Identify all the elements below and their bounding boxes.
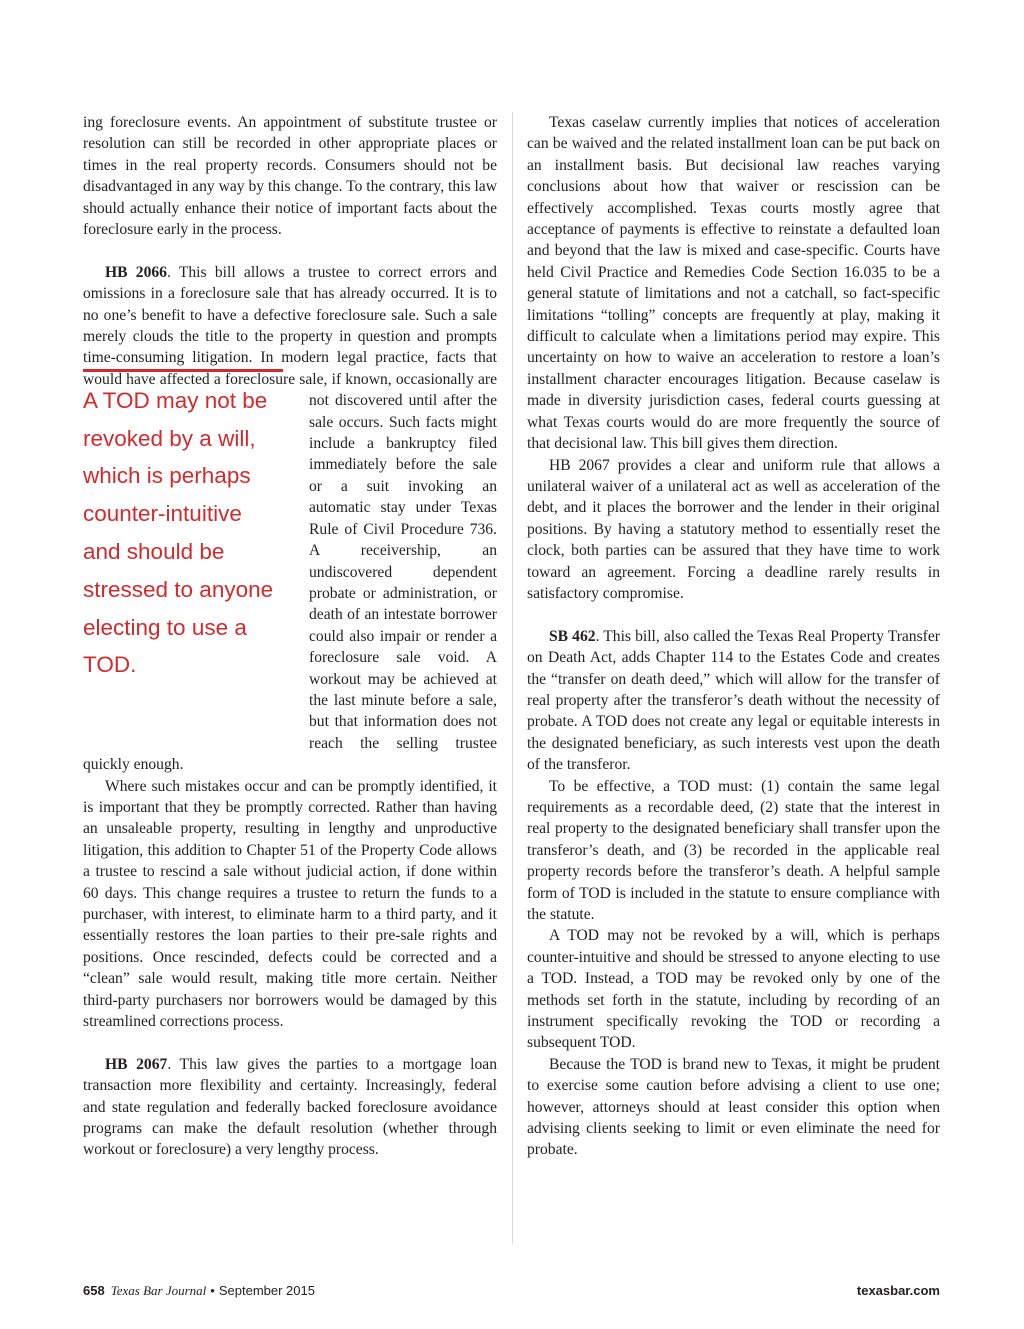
paragraph: To be effective, a TOD must: (1) contain the same legal requirements as a recordable deed, (2) state that the interest in real property to the designated beneficiary shall transfer upon the transferor’s death, and (3) be recorded in the applicable real property records before the transferor’s death. A helpful sample form of TOD is included in the statute to ensure compliance with the statute. [527,777,940,924]
pull-quote-wrap [83,369,309,743]
paragraph: HB 2067 provides a clear and uniform rule that allows a unilateral waiver of a unilateral act as well as acceleration of the debt, and it places the borrower and the lender in their original positions. By having a statutory method to essentially reset the clock, both parties can be assured that they have time to work toward an agreement. Forcing a deadline rarely results in satisfactory compromise. [527,456,940,602]
sb462-paragraph [527,626,940,776]
paragraph: A TOD may not be revoked by a will, which is perhaps counter-intuitive and should be stressed to anyone electing to use a TOD. Instead, a TOD may be revoked only by one of the methods set forth in the statute, including by recording of an instrument specifically revoking the TOD or recording a subsequent TOD. [527,927,940,1052]
paragraph: Because the TOD is brand new to Texas, it might be prudent to exercise some caution before advising a client to use one; however, attorneys should at least consider this option when advising clients seeking to limit or even eliminate the need for probate. [527,1055,940,1159]
hb2067-text: . This law gives the parties to a mortgage loan transaction more flexibility and certainty. Increasingly, federal and state regulation and federally backed foreclosure avoidance programs can make the default resolution (whether through workout or foreclosure) a very lengthy process. [83,1055,497,1159]
footer-bullet: • [210,1283,215,1298]
site-link[interactable]: texasbar.com [856,1283,940,1298]
page-number: 658 [83,1283,105,1298]
paragraph: Texas caselaw currently implies that notices of acceleration can be waived and the related installment loan can be put back on an installment basis. But decisional law reaches varying conclusions about how that waiver or rescission can be effectively accomplished. Texas courts mostly agree that acceptance of payments is effective to reinstate a defaulted loan and beyond that the law is mixed and case-specific. Courts have held Civil Practice and Remedies Code Section 16.035 to be a general statute of limitations and not a catchall, so fact-specific limitations “tolling” concepts are frequently at play, making it difficult to calculate when a limitations period may expire. This uncertainty on how to waive an acceleration to restore a loan’s installment character encourages litigation. Because caselaw is made in diversity jurisdiction cases, federal courts guessing at what Texas courts would do are more frequently the source of that decisional law. This bill gives them direction. [527,114,940,453]
page-footer [83,1283,940,1303]
magazine-title: Texas Bar Journal [110,1283,207,1298]
right-column [527,112,940,1161]
paragraph: ing foreclosure events. An appointment of substitute trustee or resolution can still be recorded in other appropriate places or times in the real property records. Consumers should not be disadvantaged in any way by this change. To the contrary, this law should actually enhance their notice of important facts about the foreclosure early in the process. [83,114,497,239]
hb2067-paragraph [83,1054,497,1161]
pull-quote: A TOD may not be revoked by a will, which is perhaps counter-intuitive and should be stressed to anyone electing to use a TOD. [83,369,283,684]
issue-date: September 2015 [218,1283,315,1298]
column-divider [512,112,513,1244]
hb2066-heading: HB 2066 [105,263,167,281]
sb462-text: . This bill, also called the Texas Real Property Transfer on Death Act, adds Chapter 114 to the Estates Code and creates the “transfer on death deed,” which will allow for the transfer of real property after the transferor’s death without the necessity of probate. A TOD does not create any legal or equitable interests in the designated beneficiary, as such interests vest upon the death of the transferor. [527,627,940,774]
hb2066-text: . This bill allows a trustee to correct errors and omissions in a foreclosure sale that has already occurred. It is to no one’s benefit to have a defective foreclosure sale. Such a sale merely clouds the title to the property in question and prompts time-consuming litigation. In modern legal practice, facts that would have A TOD may not be revoked by a will, which is perhaps counter-intuitive and should be stressed to anyone electing to use a TOD. affected a foreclosure sale, if known, occasionally are not discovered until after the sale occurs. Such facts might include a bankruptcy filed immediately before the sale or a suit invoking an automatic stay under Texas Rule of Civil Procedure 736. A receivership, an undiscovered dependent probate or administration, or death of an intestate borrower could also impair or render a foreclosure sale void. A workout may be achieved at the last minute before a sale, but that information does not reach the selling trustee quickly enough. [83,263,497,774]
left-column [83,112,497,1161]
sb462-heading: SB 462 [549,627,596,645]
hb2066-paragraph [83,262,497,776]
hb2067-heading: HB 2067 [105,1055,168,1073]
paragraph: Where such mistakes occur and can be promptly identified, it is important that they be promptly corrected. Rather than having an unsaleable property, resulting in lengthy and unproductive litigation, this addition to Chapter 51 of the Property Code allows a trustee to rescind a sale without judicial action, if done within 60 days. This change requires a trustee to return the funds to a purchaser, with interest, to eliminate harm to a third party, and it essentially restores the loan parties to their pre-sale rights and positions. Once rescinded, defects could be corrected and a “clean” sale would result, making title more certain. Neither third-party purchasers nor borrowers would be damaged by this streamlined corrections process. [83,777,497,1031]
